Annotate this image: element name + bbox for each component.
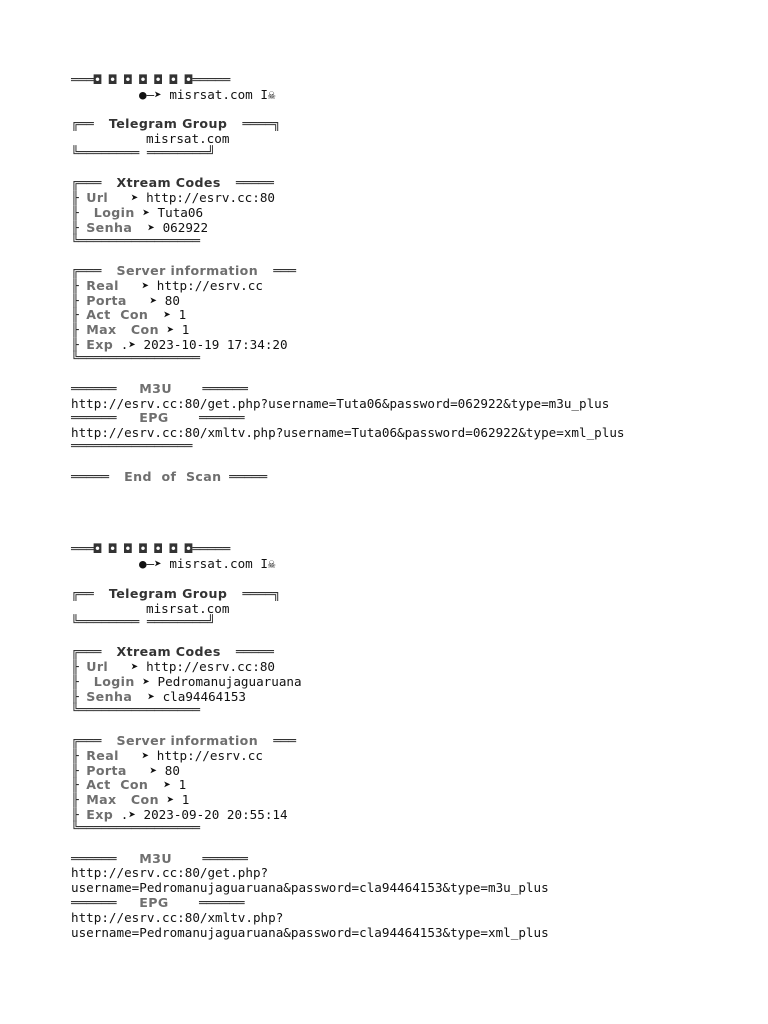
- arrow-icon: ➤: [149, 763, 158, 778]
- server-label: Real: [86, 748, 119, 763]
- epg-label: EPG: [139, 895, 169, 910]
- server-port-value: 80: [164, 763, 180, 778]
- epg-header: ══════ EPG ══════: [71, 410, 245, 425]
- telegram-title: Telegram Group: [108, 116, 228, 131]
- arrow-icon: ➤: [166, 792, 175, 807]
- arrow-icon: ➤: [166, 322, 175, 337]
- arrow-icon: ➤: [141, 278, 150, 293]
- server-title: Server information: [116, 733, 259, 748]
- arrow-icon: ➤: [147, 220, 155, 235]
- server-bottom: ╚════════════════: [71, 820, 200, 835]
- epg-url[interactable]: http://esrv.cc:80/xmltv.php?username=Tuta06&password=062922&type=xml_plus: [71, 425, 625, 440]
- telegram-title: Telegram Group: [108, 586, 228, 601]
- xtream-row: ╟ Senha ➤ cla94464153: [71, 689, 246, 704]
- m3u-header: ══════ M3U ══════: [71, 381, 248, 396]
- telegram-header: ╔══ Telegram Group ════╗: [71, 116, 281, 131]
- server-header: ╔═══ Server information ═══: [71, 733, 297, 748]
- server-label: Real: [86, 278, 119, 293]
- server-row: ╟ Act Con ➤ 1: [71, 777, 187, 792]
- server-bottom: ╚════════════════: [71, 350, 200, 365]
- xtream-url-value: http://esrv.cc:80: [146, 659, 275, 674]
- server-label: Exp: [86, 807, 114, 822]
- xtream-bottom: ╚════════════════: [71, 233, 200, 248]
- server-row: ╟ Real ➤ http://esrv.cc: [71, 748, 263, 763]
- server-expiry-value: 2023-09-20 20:55:14: [143, 807, 288, 822]
- xtream-url-value: http://esrv.cc:80: [146, 190, 275, 205]
- banner-bar: ═══◘ ◘ ◘ ◘ ◘ ◘ ◘═════: [71, 541, 231, 556]
- xtream-label: Senha: [86, 689, 133, 704]
- banner-signature: ●—➤ misrsat.com I☠: [139, 87, 276, 102]
- telegram-site: misrsat.com: [146, 601, 230, 616]
- server-row: ╟ Real ➤ http://esrv.cc: [71, 278, 263, 293]
- m3u-url[interactable]: http://esrv.cc:80/get.php?username=Tuta06&password=062922&type=m3u_plus: [71, 396, 610, 411]
- xtream-header: ╔═══ Xtream Codes ═════: [71, 175, 274, 190]
- arrow-icon: .➤: [120, 807, 136, 822]
- m3u-url-line-1[interactable]: http://esrv.cc:80/get.php?: [71, 865, 269, 880]
- arrow-icon: ➤: [149, 293, 158, 308]
- xtream-login-value: Pedromanujaguaruana: [157, 674, 302, 689]
- m3u-url-line-2[interactable]: username=Pedromanujaguaruana&password=cla94464153&type=m3u_plus: [71, 880, 549, 895]
- server-label: Act Con: [86, 307, 149, 322]
- server-label: Max Con: [86, 322, 159, 337]
- epg-label: EPG: [139, 410, 169, 425]
- banner-bar: ═══◘ ◘ ◘ ◘ ◘ ◘ ◘═════: [71, 72, 231, 87]
- epg-bottom-rule: ════════════════: [71, 438, 193, 453]
- server-port-value: 80: [164, 293, 180, 308]
- arrow-icon: ➤: [147, 689, 155, 704]
- epg-header: ══════ EPG ══════: [71, 895, 245, 910]
- server-header: ╔═══ Server information ═══: [71, 263, 297, 278]
- arrow-icon: ➤: [163, 307, 172, 322]
- arrow-icon: ➤: [163, 777, 172, 792]
- server-max-con-value: 1: [181, 322, 190, 337]
- server-label: Act Con: [86, 777, 149, 792]
- xtream-password-value: 062922: [162, 220, 209, 235]
- arrow-icon: ➤: [130, 190, 139, 205]
- xtream-label: Login: [93, 205, 135, 220]
- telegram-bottom: ╚════════ ════════╝: [71, 614, 216, 629]
- arrow-icon: ➤: [141, 748, 150, 763]
- arrow-icon: .➤: [120, 337, 136, 352]
- banner-signature: ●—➤ misrsat.com I☠: [139, 556, 276, 571]
- server-active-con-value: 1: [178, 307, 187, 322]
- server-row: ╟ Porta ➤ 80: [71, 763, 180, 778]
- xtream-row: ╟ Login ➤ Tuta06: [71, 205, 204, 220]
- server-row: ╟ Exp .➤ 2023-10-19 17:34:20: [71, 337, 288, 352]
- xtream-label: Url: [86, 659, 109, 674]
- telegram-header: ╔══ Telegram Group ════╗: [71, 586, 281, 601]
- epg-url-line-1[interactable]: http://esrv.cc:80/xmltv.php?: [71, 910, 284, 925]
- telegram-bottom: ╚════════ ════════╝: [71, 145, 216, 160]
- xtream-title: Xtream Codes: [116, 644, 221, 659]
- server-real-value: http://esrv.cc: [156, 278, 263, 293]
- arrow-icon: ➤: [142, 205, 150, 220]
- xtream-login-value: Tuta06: [157, 205, 204, 220]
- server-row: ╟ Porta ➤ 80: [71, 293, 180, 308]
- xtream-bottom: ╚════════════════: [71, 702, 200, 717]
- xtream-row: ╟ Login ➤ Pedromanujaguaruana: [71, 674, 302, 689]
- server-row: ╟ Act Con ➤ 1: [71, 307, 187, 322]
- server-row: ╟ Exp .➤ 2023-09-20 20:55:14: [71, 807, 288, 822]
- xtream-row: ╟ Url ➤ http://esrv.cc:80: [71, 190, 275, 205]
- server-active-con-value: 1: [178, 777, 187, 792]
- server-real-value: http://esrv.cc: [156, 748, 263, 763]
- xtream-label: Login: [93, 674, 135, 689]
- server-label: Porta: [86, 293, 127, 308]
- xtream-row: ╟ Url ➤ http://esrv.cc:80: [71, 659, 275, 674]
- server-label: Exp: [86, 337, 114, 352]
- xtream-row: ╟ Senha ➤ 062922: [71, 220, 209, 235]
- telegram-site: misrsat.com: [146, 131, 230, 146]
- xtream-header: ╔═══ Xtream Codes ═════: [71, 644, 274, 659]
- server-label: Porta: [86, 763, 127, 778]
- xtream-password-value: cla94464153: [162, 689, 246, 704]
- end-of-scan: ═════ End of Scan ═════: [71, 469, 268, 484]
- m3u-label: M3U: [139, 851, 172, 866]
- server-expiry-value: 2023-10-19 17:34:20: [143, 337, 288, 352]
- server-row: ╟ Max Con ➤ 1: [71, 792, 190, 807]
- xtream-title: Xtream Codes: [116, 175, 221, 190]
- server-row: ╟ Max Con ➤ 1: [71, 322, 190, 337]
- m3u-header: ══════ M3U ══════: [71, 851, 248, 866]
- server-label: Max Con: [86, 792, 159, 807]
- arrow-icon: ➤: [142, 674, 150, 689]
- xtream-label: Url: [86, 190, 109, 205]
- server-title: Server information: [116, 263, 259, 278]
- server-max-con-value: 1: [181, 792, 190, 807]
- arrow-icon: ➤: [130, 659, 139, 674]
- m3u-label: M3U: [139, 381, 172, 396]
- xtream-label: Senha: [86, 220, 133, 235]
- end-label: End of Scan: [124, 469, 222, 484]
- epg-url-line-2[interactable]: username=Pedromanujaguaruana&password=cla94464153&type=xml_plus: [71, 925, 549, 940]
